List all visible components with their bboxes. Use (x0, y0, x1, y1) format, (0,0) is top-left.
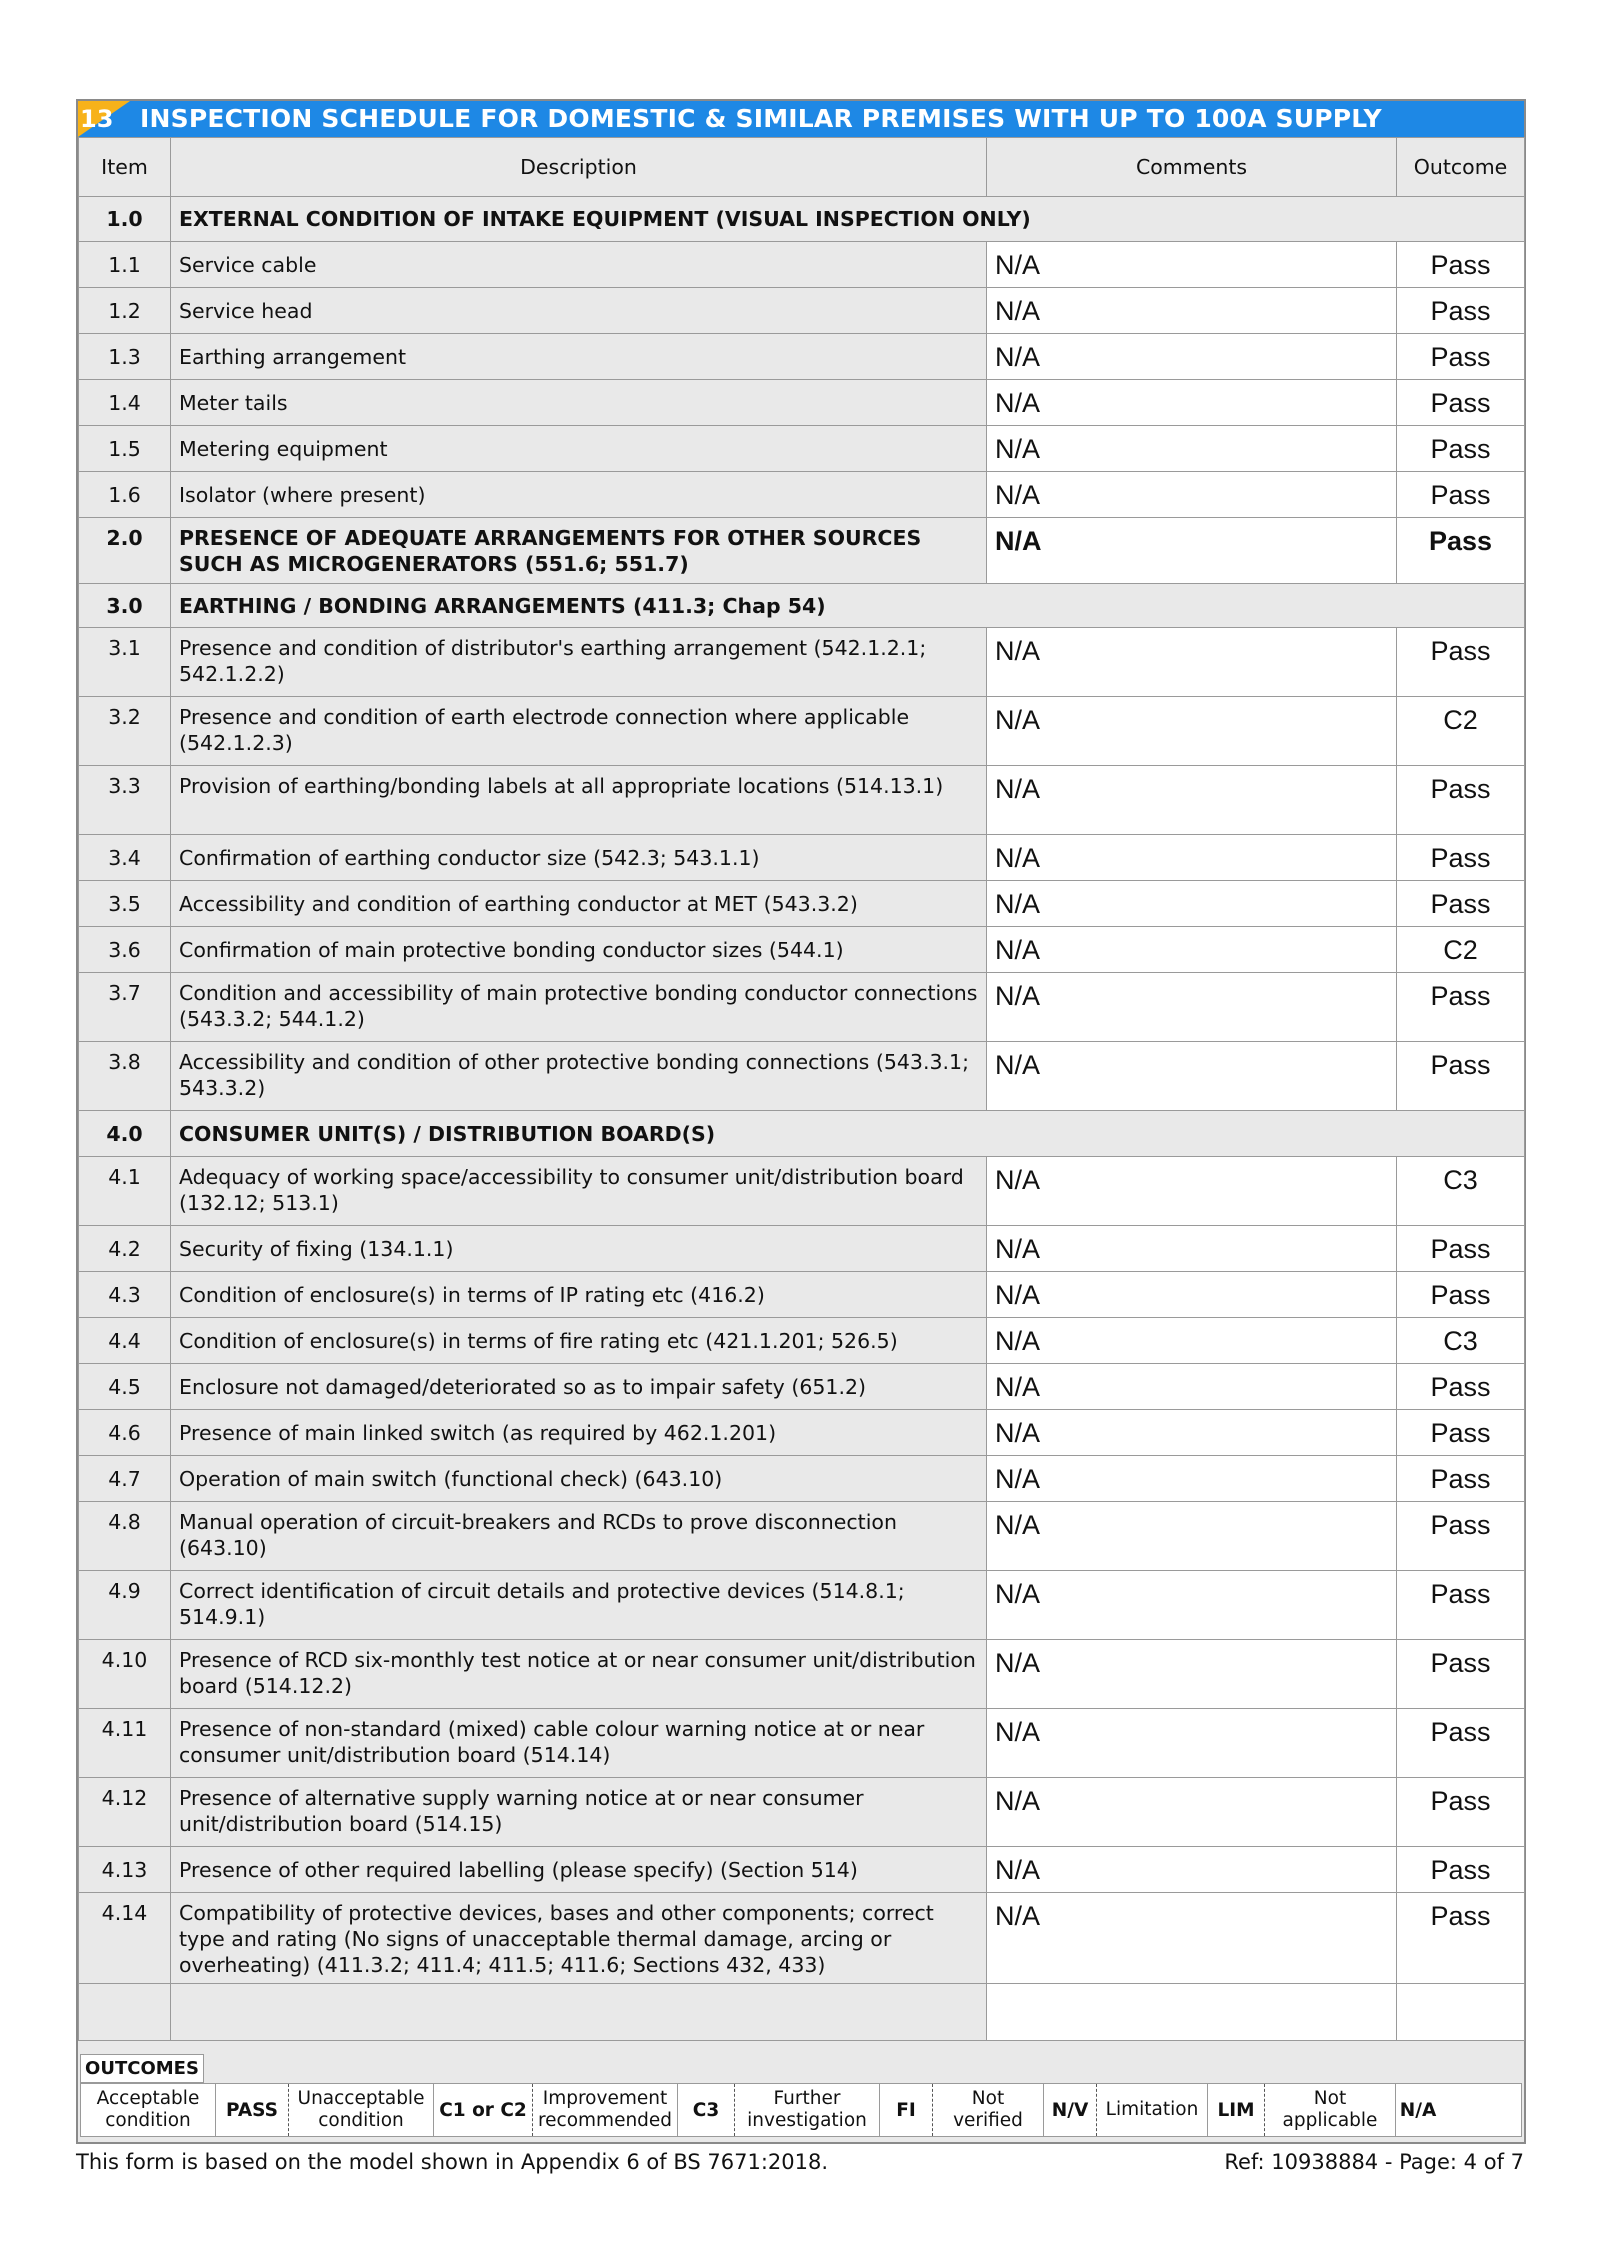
item-number: 1.6 (79, 472, 171, 518)
outcome-field[interactable]: Pass (1397, 1456, 1525, 1502)
inspection-table-body (79, 197, 1525, 2041)
item-description: Condition and accessibility of main protective bonding conductor connections (543.3.2; 544.1.2) (171, 973, 987, 1042)
outcome-field[interactable]: Pass (1397, 1571, 1525, 1640)
item-description: Correct identification of circuit details and protective devices (514.8.1; 514.9.1) (171, 1571, 987, 1640)
comments-field[interactable]: N/A (987, 1364, 1397, 1410)
comments-field[interactable]: N/A (987, 334, 1397, 380)
item-description: EXTERNAL CONDITION OF INTAKE EQUIPMENT (VISUAL INSPECTION ONLY) (171, 197, 1525, 242)
item-description: Service head (171, 288, 987, 334)
column-header-item: Item (79, 138, 171, 197)
comments-field[interactable]: N/A (987, 881, 1397, 927)
comments-field[interactable]: N/A (987, 1502, 1397, 1571)
item-description: Provision of earthing/bonding labels at all appropriate locations (514.13.1) (171, 766, 987, 835)
item-description: Security of fixing (134.1.1) (171, 1226, 987, 1272)
section-row (79, 1111, 1525, 1157)
outcomes-legend-section (80, 2054, 1522, 2141)
table-row (79, 835, 1525, 881)
item-number: 4.14 (79, 1893, 171, 1984)
section-number: 13 (80, 105, 114, 133)
comments-field[interactable]: N/A (987, 288, 1397, 334)
comments-field[interactable]: N/A (987, 1640, 1397, 1709)
table-row (79, 1893, 1525, 1984)
outcome-field[interactable]: Pass (1397, 881, 1525, 927)
outcome-field[interactable]: C2 (1397, 927, 1525, 973)
outcome-field[interactable]: C2 (1397, 697, 1525, 766)
item-number: 3.7 (79, 973, 171, 1042)
legend-description: Limitation (1097, 2084, 1208, 2136)
item-number: 4.5 (79, 1364, 171, 1410)
outcome-field[interactable]: Pass (1397, 1847, 1525, 1893)
table-row (79, 426, 1525, 472)
item-number: 4.13 (79, 1847, 171, 1893)
table-row (79, 1571, 1525, 1640)
outcome-field[interactable]: Pass (1397, 1364, 1525, 1410)
item-number: 3.1 (79, 628, 171, 697)
item-number: 4.0 (79, 1111, 171, 1157)
outcome-field[interactable]: Pass (1397, 766, 1525, 835)
blank-cell (1397, 1984, 1525, 2041)
comments-field[interactable]: N/A (987, 1042, 1397, 1111)
item-description: EARTHING / BONDING ARRANGEMENTS (411.3; Chap 54) (171, 584, 1525, 628)
item-number: 4.1 (79, 1157, 171, 1226)
table-row (79, 881, 1525, 927)
blank-cell (171, 1984, 987, 2041)
comments-field[interactable]: N/A (987, 1226, 1397, 1272)
comments-field[interactable]: N/A (987, 426, 1397, 472)
table-row (79, 1226, 1525, 1272)
item-number: 3.4 (79, 835, 171, 881)
item-number: 4.9 (79, 1571, 171, 1640)
comments-field[interactable]: N/A (987, 1157, 1397, 1226)
column-header-outcome: Outcome (1397, 138, 1525, 197)
item-description: Presence and condition of distributor's earthing arrangement (542.1.2.1; 542.1.2.2) (171, 628, 987, 697)
item-description: Accessibility and condition of other protective bonding connections (543.3.1; 543.3.2) (171, 1042, 987, 1111)
item-number: 4.4 (79, 1318, 171, 1364)
table-row (79, 1456, 1525, 1502)
item-description: Service cable (171, 242, 987, 288)
item-number: 3.8 (79, 1042, 171, 1111)
blank-row (79, 1984, 1525, 2041)
outcomes-legend (80, 2083, 1522, 2137)
item-number: 4.2 (79, 1226, 171, 1272)
outcome-field[interactable]: Pass (1397, 472, 1525, 518)
table-row (79, 1272, 1525, 1318)
legend-code: N/V (1044, 2084, 1097, 2136)
item-number: 4.11 (79, 1709, 171, 1778)
comments-field[interactable]: N/A (987, 1847, 1397, 1893)
comments-field[interactable]: N/A (987, 1410, 1397, 1456)
legend-description: Unacceptable condition (289, 2084, 434, 2136)
outcome-field[interactable]: Pass (1397, 242, 1525, 288)
item-description: Earthing arrangement (171, 334, 987, 380)
table-row (79, 927, 1525, 973)
item-number: 4.3 (79, 1272, 171, 1318)
outcome-field[interactable]: Pass (1397, 1272, 1525, 1318)
comments-field[interactable]: N/A (987, 1893, 1397, 1984)
item-number: 3.3 (79, 766, 171, 835)
table-row (79, 1157, 1525, 1226)
item-description: Presence of main linked switch (as required by 462.1.201) (171, 1410, 987, 1456)
outcome-field[interactable]: Pass (1397, 1778, 1525, 1847)
item-number: 1.1 (79, 242, 171, 288)
outcome-field[interactable]: Pass (1397, 973, 1525, 1042)
item-description: Presence of alternative supply warning notice at or near consumer unit/distribution board (514.15) (171, 1778, 987, 1847)
outcome-field[interactable]: Pass (1397, 835, 1525, 881)
table-row (79, 766, 1525, 835)
section-title-bar (78, 101, 1524, 137)
item-number: 4.7 (79, 1456, 171, 1502)
blank-cell (987, 1984, 1397, 2041)
table-row (79, 334, 1525, 380)
item-number: 3.5 (79, 881, 171, 927)
comments-field[interactable]: N/A (987, 973, 1397, 1042)
item-description: Condition of enclosure(s) in terms of fire rating etc (421.1.201; 526.5) (171, 1318, 987, 1364)
table-header-row (79, 138, 1525, 197)
comments-field[interactable]: N/A (987, 380, 1397, 426)
table-row (79, 628, 1525, 697)
item-number: 3.0 (79, 584, 171, 628)
table-row (79, 1042, 1525, 1111)
item-number: 4.10 (79, 1640, 171, 1709)
legend-code: FI (880, 2084, 933, 2136)
legend-code: PASS (216, 2084, 289, 2136)
outcome-field[interactable]: Pass (1397, 1893, 1525, 1984)
footer-reference: Ref: 10938884 - Page: 4 of 7 (1224, 2150, 1524, 2174)
table-row (79, 697, 1525, 766)
item-description: Presence of RCD six-monthly test notice at or near consumer unit/distribution board (514.12.2) (171, 1640, 987, 1709)
item-number: 3.6 (79, 927, 171, 973)
outcome-field[interactable]: Pass (1397, 1410, 1525, 1456)
legend-description: Improvement recommended (533, 2084, 678, 2136)
outcome-field[interactable]: Pass (1397, 1226, 1525, 1272)
legend-code: N/A (1399, 2099, 1437, 2121)
item-description: Isolator (where present) (171, 472, 987, 518)
section-row (79, 584, 1525, 628)
table-row (79, 1709, 1525, 1778)
table-row (79, 288, 1525, 334)
section-row (79, 197, 1525, 242)
item-description: Confirmation of earthing conductor size (542.3; 543.1.1) (171, 835, 987, 881)
table-row (79, 1847, 1525, 1893)
outcome-field[interactable]: C3 (1397, 1157, 1525, 1226)
item-number: 1.0 (79, 197, 171, 242)
item-description: Meter tails (171, 380, 987, 426)
item-description: CONSUMER UNIT(S) / DISTRIBUTION BOARD(S) (171, 1111, 1525, 1157)
outcome-field[interactable]: Pass (1397, 1640, 1525, 1709)
item-number: 1.2 (79, 288, 171, 334)
item-description: Enclosure not damaged/deteriorated so as to impair safety (651.2) (171, 1364, 987, 1410)
outcome-field[interactable]: Pass (1397, 518, 1525, 584)
item-number: 1.3 (79, 334, 171, 380)
inspection-schedule-frame (76, 99, 1526, 2144)
table-row (79, 1778, 1525, 1847)
comments-field[interactable]: N/A (987, 766, 1397, 835)
column-header-description: Description (171, 138, 987, 197)
table-row (79, 472, 1525, 518)
item-description: Presence of other required labelling (please specify) (Section 514) (171, 1847, 987, 1893)
legend-code: LIM (1208, 2084, 1265, 2136)
item-description: Adequacy of working space/accessibility to consumer unit/distribution board (132.12; 513.1) (171, 1157, 987, 1226)
outcome-field[interactable]: C3 (1397, 1318, 1525, 1364)
table-row (79, 1318, 1525, 1364)
item-description: Manual operation of circuit-breakers and RCDs to prove disconnection (643.10) (171, 1502, 987, 1571)
table-row (79, 380, 1525, 426)
legend-description: Not applicable (1265, 2084, 1396, 2136)
item-description: Metering equipment (171, 426, 987, 472)
comments-field[interactable]: N/A (987, 1318, 1397, 1364)
item-description: Operation of main switch (functional check) (643.10) (171, 1456, 987, 1502)
table-row (79, 1410, 1525, 1456)
outcomes-label: OUTCOMES (80, 2054, 204, 2083)
comments-field[interactable]: N/A (987, 242, 1397, 288)
comments-field[interactable]: N/A (987, 1778, 1397, 1847)
table-row (79, 1640, 1525, 1709)
item-description: Accessibility and condition of earthing conductor at MET (543.3.2) (171, 881, 987, 927)
item-number: 3.2 (79, 697, 171, 766)
comments-field[interactable]: N/A (987, 927, 1397, 973)
comments-field[interactable]: N/A (987, 1709, 1397, 1778)
table-row (79, 1364, 1525, 1410)
footer-form-note: This form is based on the model shown in Appendix 6 of BS 7671:2018. (76, 2150, 829, 2174)
table-row (79, 1502, 1525, 1571)
outcome-field[interactable]: Pass (1397, 628, 1525, 697)
item-description: Presence and condition of earth electrode connection where applicable (542.1.2.3) (171, 697, 987, 766)
comments-field[interactable]: N/A (987, 1456, 1397, 1502)
legend-description: Not verified (933, 2084, 1044, 2136)
outcome-field[interactable]: Pass (1397, 1042, 1525, 1111)
table-row (79, 973, 1525, 1042)
item-number: 4.12 (79, 1778, 171, 1847)
item-number: 1.5 (79, 426, 171, 472)
item-description: Compatibility of protective devices, bases and other components; correct type and rating (No signs of unacceptable thermal damage, arcing or overheating) (411.3.2; 411.4; 411.5; 411.6; Sections 432, 433) (171, 1893, 987, 1984)
comments-field[interactable]: N/A (987, 1272, 1397, 1318)
item-description: PRESENCE OF ADEQUATE ARRANGEMENTS FOR OTHER SOURCES SUCH AS MICROGENERATORS (551.6; 551.7) (171, 518, 987, 584)
legend-code: C3 (678, 2084, 735, 2136)
outcome-field[interactable]: Pass (1397, 426, 1525, 472)
legend-code: C1 or C2 (434, 2084, 533, 2136)
item-number: 4.6 (79, 1410, 171, 1456)
item-description: Presence of non-standard (mixed) cable colour warning notice at or near consumer unit/distribution board (514.14) (171, 1709, 987, 1778)
section-row (79, 518, 1525, 584)
item-number: 4.8 (79, 1502, 171, 1571)
comments-field[interactable]: N/A (987, 628, 1397, 697)
comments-field[interactable]: N/A (987, 697, 1397, 766)
inspection-table (78, 137, 1525, 2041)
item-description: Condition of enclosure(s) in terms of IP rating etc (416.2) (171, 1272, 987, 1318)
table-row (79, 242, 1525, 288)
item-number: 1.4 (79, 380, 171, 426)
item-description: Confirmation of main protective bonding conductor sizes (544.1) (171, 927, 987, 973)
comments-field[interactable]: N/A (987, 835, 1397, 881)
section-title: INSPECTION SCHEDULE FOR DOMESTIC & SIMILAR PREMISES WITH UP TO 100A SUPPLY (140, 104, 1382, 133)
outcome-field[interactable]: Pass (1397, 1709, 1525, 1778)
column-header-comments: Comments (987, 138, 1397, 197)
outcome-field[interactable]: Pass (1397, 1502, 1525, 1571)
comments-field[interactable]: N/A (987, 1571, 1397, 1640)
outcome-field[interactable]: Pass (1397, 288, 1525, 334)
legend-description: Acceptable condition (81, 2084, 216, 2136)
item-number: 2.0 (79, 518, 171, 584)
outcome-field[interactable]: Pass (1397, 380, 1525, 426)
outcome-field[interactable]: Pass (1397, 334, 1525, 380)
blank-cell (79, 1984, 171, 2041)
legend-description: Further investigation (735, 2084, 880, 2136)
comments-field[interactable]: N/A (987, 472, 1397, 518)
comments-field[interactable]: N/A (987, 518, 1397, 584)
